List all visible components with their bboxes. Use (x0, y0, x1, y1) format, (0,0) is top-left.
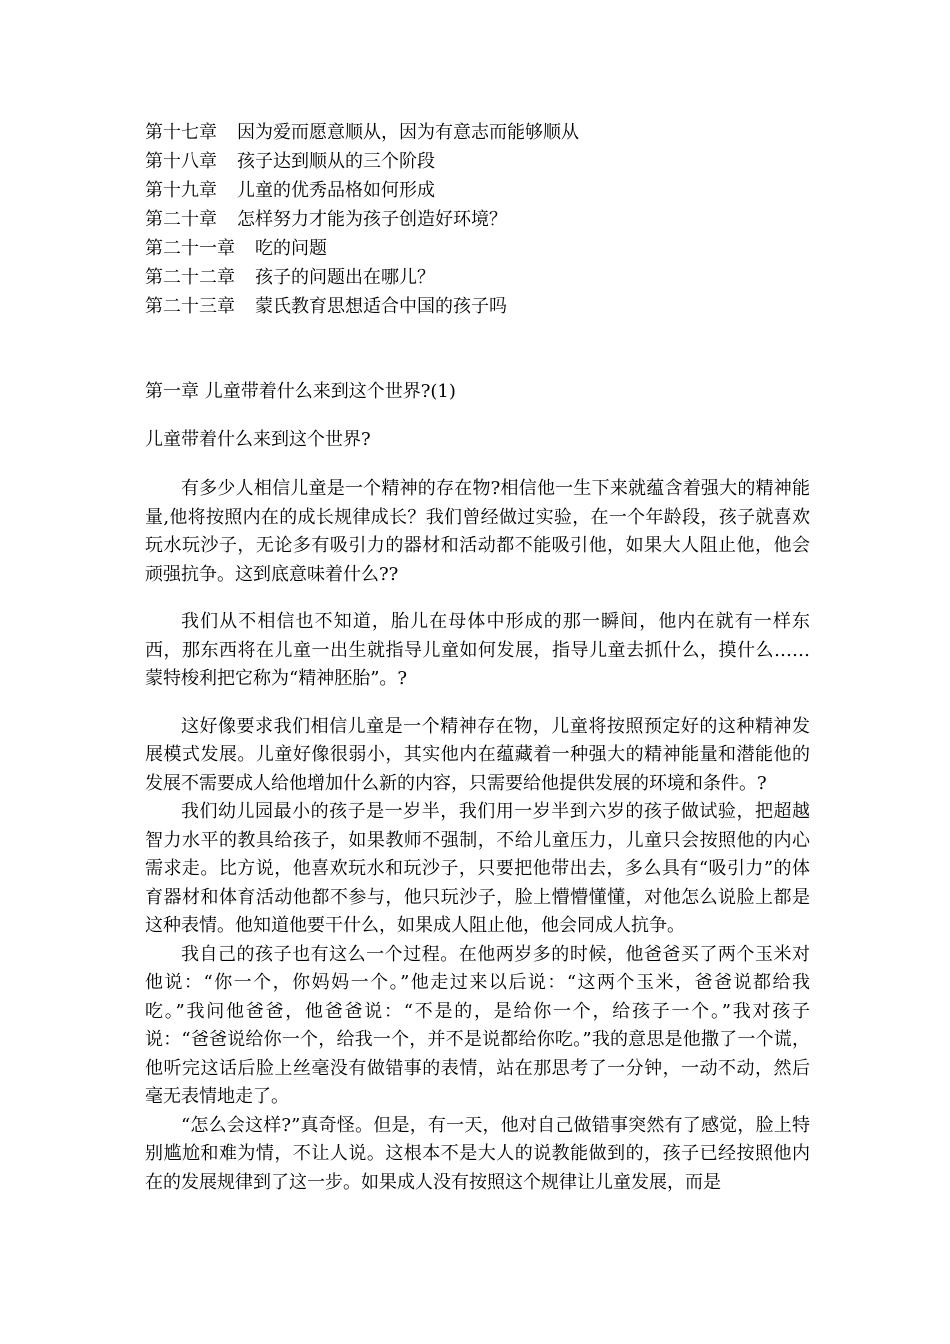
toc-chapter-number: 第十八章 (145, 151, 217, 172)
toc-item (145, 292, 810, 321)
body-paragraph: “怎么会这样?”真奇怪。但是，有一天，他对自己做错事突然有了感觉，脸上特别尴尬和难为情，不让人说。这根本不是大人的说教能做到的，孩子已经按照他内在的发展规律到了这一步。如果成人没有按照这个规律让儿童发展，而是 (145, 1114, 810, 1193)
toc-chapter-title: 怎样努力才能为孩子创造好环境？ (237, 209, 507, 230)
toc-item (145, 263, 810, 292)
toc-chapter-title: 孩子的问题出在哪儿？ (255, 267, 435, 288)
toc-chapter-title: 孩子达到顺从的三个阶段 (237, 151, 435, 172)
body-paragraph: 我们幼儿园最小的孩子是一岁半，我们用一岁半到六岁的孩子做试验，把超越智力水平的教具给孩子，如果教师不强制，不给儿童压力，儿童只会按照他的内心需求走。比方说，他喜欢玩水和玩沙子，只要把他带出去，多么具有“吸引力”的体育器材和体育活动他都不参与，他只玩沙子，脸上懵懵懂懂，对他怎么说脸上都是这种表情。他知道他要干什么，如果成人阻止他，他会同成人抗争。 (145, 801, 810, 936)
toc-chapter-title: 吃的问题 (255, 238, 327, 259)
toc-item (145, 118, 810, 147)
body-paragraph: 我们从不相信也不知道，胎儿在母体中形成的那一瞬间，他内在就有一样东西，那东西将在儿童一出生就指导儿童如何发展，指导儿童去抓什么，摸什么……蒙特梭利把它称为“精神胚胎”。? (145, 611, 810, 689)
toc-chapter-number: 第二十三章 (145, 296, 235, 317)
toc-chapter-number: 第二十一章 (145, 238, 235, 259)
toc-chapter-title: 因为爱而愿意顺从，因为有意志而能够顺从 (237, 122, 579, 143)
toc-chapter-number: 第二十章 (145, 209, 217, 230)
toc-chapter-title: 蒙氏教育思想适合中国的孩子吗 (255, 296, 507, 317)
toc-chapter-title: 儿童的优秀品格如何形成 (237, 180, 435, 201)
section-title: 儿童带着什么来到这个世界? (145, 429, 371, 450)
toc-chapter-number: 第十七章 (145, 122, 217, 143)
document-page (145, 118, 810, 1197)
toc-item (145, 205, 810, 234)
toc-item (145, 147, 810, 176)
chapter-title: 第一章 儿童带着什么来到这个世界?(1) (145, 381, 456, 402)
table-of-contents (145, 118, 810, 321)
toc-item (145, 176, 810, 205)
toc-chapter-number: 第十九章 (145, 180, 217, 201)
toc-chapter-number: 第二十二章 (145, 267, 235, 288)
body-paragraph: 有多少人相信儿童是一个精神的存在物?相信他一生下来就蕴含着强大的精神能量,他将按照内在的成长规律成长？我们曾经做过实验，在一个年龄段，孩子就喜欢玩水玩沙子，无论多有吸引力的器材和活动都不能吸引他，如果大人阻止他，他会顽强抗争。这到底意味着什么?? (145, 478, 810, 585)
toc-item (145, 234, 810, 263)
body-paragraph: 我自己的孩子也有这么一个过程。在他两岁多的时候，他爸爸买了两个玉米对他说：“你一个，你妈妈一个。”他走过来以后说：“这两个玉米，爸爸说都给我吃。”我问他爸爸，他爸爸说：“不是的，是给你一个，给孩子一个。”我对孩子说：“爸爸说给你一个，给我一个，并不是说都给你吃。”我的意思是他撒了一个谎，他听完这话后脸上丝毫没有做错事的表情，站在那思考了一分钟，一动不动，然后毫无表情地走了。 (145, 943, 810, 1107)
body-paragraph: 这好像要求我们相信儿童是一个精神存在物，儿童将按照预定好的这种精神发展模式发展。儿童好像很弱小，其实他内在蕴藏着一种强大的精神能量和潜能他的发展不需要成人给他增加什么新的内容，只需要给他提供发展的环境和条件。? (145, 715, 810, 794)
